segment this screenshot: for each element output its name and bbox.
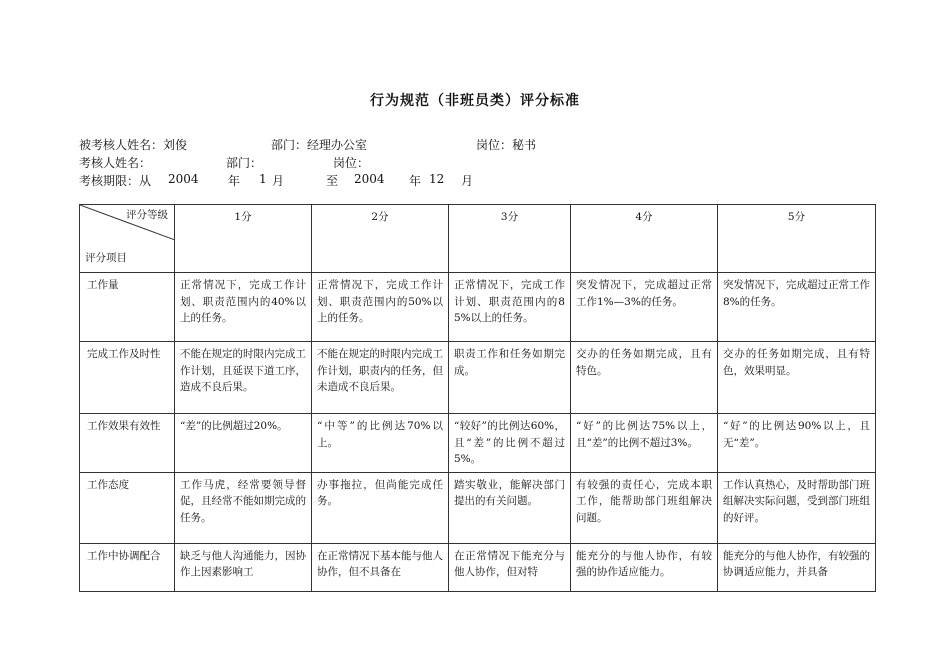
examinee-post: 岗位：秘书 [476,138,537,152]
table-cell: 不能在规定的时限内完成工作计划，且延误下道工序，造成不良后果。 [175,342,312,414]
table-cell: 踏实敬业，能解决部门提出的有关问题。 [449,472,571,543]
level-header: 1分 [175,205,312,273]
table-cell: “较好”的比例达60%，且“差”的比例不超过5%。 [449,414,571,473]
row-item-label: 完成工作及时性 [80,342,175,414]
table-row [80,472,876,543]
period-from-year: 2004 [168,172,199,186]
document-title: 行为规范（非班员类）评分标准 [370,93,580,109]
period-month-char-2: 月 [461,174,474,188]
table-cell: 交办的任务如期完成，且有特色。 [571,342,718,414]
table-cell: 办事拖拉，但尚能完成任务。 [312,472,449,543]
table-cell: 在正常情况下能充分与他人协作，但对特 [449,543,571,591]
period-from-month: 1 [259,172,267,186]
level-header: 3分 [449,205,571,273]
table-cell: 不能在规定的时限内完成工作计划，职责内的任务，但未造成不良后果。 [312,342,449,414]
period-year-char-2: 年 [409,174,422,188]
row-item-label: 工作效果有效性 [80,414,175,473]
examinee-department: 部门：经理办公室 [271,138,368,152]
row-item-label: 工作态度 [80,472,175,543]
table-cell: 职责工作和任务如期完成。 [449,342,571,414]
table-cell: “好”的比例达90%以上，且无“差”。 [718,414,876,473]
table-cell: 正常情况下，完成工作计划、职责范围内的40%以上的任务。 [175,273,312,342]
table-cell: 有较强的责任心，完成本职工作，能帮助部门班组解决问题。 [571,472,718,543]
score-item-heading: 评分项目 [85,251,127,264]
period-month-char-1: 月 [272,174,285,188]
table-row [80,543,876,591]
examiner-department: 部门： [226,156,263,170]
score-level-heading: 评分等级 [126,209,168,221]
table-row [80,414,876,473]
period-to-year: 2004 [354,172,385,186]
level-header: 2分 [312,205,449,273]
table-row [80,273,876,342]
table-cell: “中等”的比例达70%以上。 [312,414,449,473]
level-header: 4分 [571,205,718,273]
level-header: 5分 [718,205,876,273]
table-cell: 正常情况下，完成工作计划、职责范围内的50%以上的任务。 [312,273,449,342]
row-item-label: 工作量 [80,273,175,342]
table-cell: 工作马虎，经常要领导督促，且经常不能如期完成的任务。 [175,472,312,543]
table-cell: 缺乏与他人沟通能力，因协作上因素影响工 [175,543,312,591]
table-cell: 工作认真热心，及时帮助部门班组解决实际问题，受到部门班组的好评。 [718,472,876,543]
table-cell: 突发情况下，完成超过正常工作8%的任务。 [718,273,876,342]
examiner-post: 岗位： [333,156,370,170]
table-cell: 能充分的与他人协作，有较强的协作适应能力。 [571,543,718,591]
table-cell: 能充分的与他人协作，有较强的协调适应能力，并具备 [718,543,876,591]
period-year-char-1: 年 [228,174,241,188]
table-cell: 正常情况下，完成工作计划、职责范围内的85%以上的任务。 [449,273,571,342]
period-label: 考核期限：从 [79,174,152,188]
scoring-table [79,204,876,592]
header-corner-cell [80,205,175,273]
examiner-name: 考核人姓名： [79,156,152,170]
examinee-name: 被考核人姓名：刘俊 [79,138,188,152]
table-cell: 在正常情况下基本能与他人协作，但不具备在 [312,543,449,591]
period-to-label: 至 [326,174,339,188]
table-cell: “好”的比例达75%以上，且“差”的比例不超过3%。 [571,414,718,473]
period-to-month: 12 [429,172,445,186]
table-cell: 交办的任务如期完成，且有特色，效果明显。 [718,342,876,414]
row-item-label: 工作中协调配合 [80,543,175,591]
table-cell: 突发情况下，完成超过正常工作1%—3%的任务。 [571,273,718,342]
table-header-row [80,205,876,273]
table-cell: “差”的比例超过20%。 [175,414,312,473]
table-row [80,342,876,414]
